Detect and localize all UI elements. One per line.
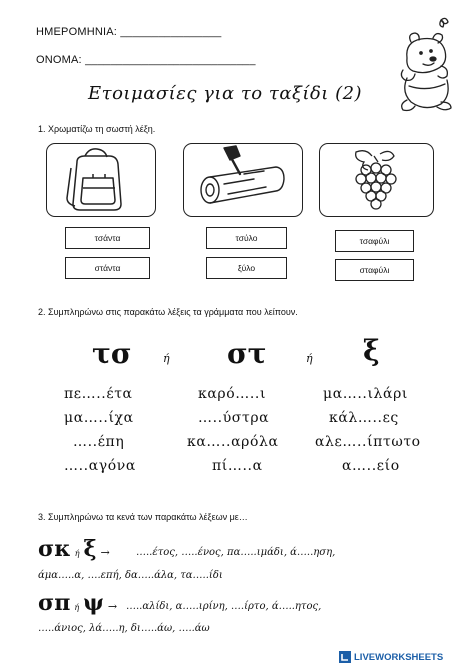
name-line [36,54,256,66]
letters-st: στ [227,337,267,370]
or-word-3: ή [74,549,80,558]
group2-letters [38,590,117,616]
word-row4-col3[interactable]: α…..είο [342,458,400,474]
group1-line2[interactable]: άμα…..α, ….επή, δα…..άλα, τα…..ίδι [38,570,223,581]
or-word-4: ή [74,603,80,612]
backpack-image-box [46,143,156,217]
date-line [36,26,221,38]
word-row2-col2[interactable]: …..ύστρα [198,410,270,426]
name-label: ΟΝΟΜΑ: [36,54,82,66]
arrow-icon-2: → [107,600,118,613]
option-tsafyli[interactable]: τσαφύλι [335,230,414,252]
word-row1-col1[interactable]: πε…..έτα [64,386,133,402]
date-blank[interactable]: ________________ [120,26,222,38]
exercise3-instruction: 3. Συμπληρώνω τα κενά των παρακάτω λέξεων με… [38,512,248,522]
letters-sk: σκ [38,536,71,562]
log-with-axe-icon [184,144,302,216]
grapes-icon [320,144,433,216]
or-word-2: ή [306,352,313,365]
logo-text: LIVEWORKSHEETS [354,651,444,663]
bear-cartoon-icon [393,16,465,112]
date-label: ΗΜΕΡΟΜΗΝΙΑ: [36,26,118,38]
letters-sp: σπ [38,590,71,616]
letter-ks-2: ξ [83,536,97,562]
or-word-1: ή [163,352,170,365]
liveworksheets-logo [339,649,443,665]
word-row4-col1[interactable]: …..αγόνα [64,458,136,474]
name-blank[interactable]: ___________________________ [85,54,256,66]
exercise2-instruction: 2. Συμπληρώνω στις παρακάτω λέξεις τα γράμματα που λείπουν. [38,307,298,317]
word-row3-col1[interactable]: …..έπη [73,434,125,450]
option-xylo[interactable]: ξύλο [206,257,287,279]
letter-ps: ψ [83,590,104,616]
group1-line1[interactable]: …..έτος, …..ένος, πα…..ιμάδι, ά…..ηση, [136,547,336,558]
arrow-icon: → [100,546,110,559]
word-row3-col3[interactable]: αλε…..ίπτωτο [315,434,421,450]
word-row2-col3[interactable]: κάλ…..ες [329,410,399,426]
option-stafyli[interactable]: σταφύλι [335,259,414,281]
group2-line1[interactable]: …..αλίδι, α…..ιρίνη, ….ίρτο, ά…..ητος, [126,601,322,612]
group2-line2[interactable]: …..άνιος, λά…..η, δι…..άω, …..άω [38,623,210,634]
option-tsylo[interactable]: τσύλο [206,227,287,249]
exercise1-instruction: 1. Χρωματίζω τη σωστή λέξη. [38,124,156,134]
page-title: Ετοιμασίες για το ταξίδι (2) [88,83,363,104]
word-row4-col2[interactable]: πί…..α [212,458,263,474]
option-stanta[interactable]: στάντα [65,257,150,279]
group1-letters [38,536,110,562]
grapes-image-box [319,143,434,217]
option-tsanta[interactable]: τσάντα [65,227,150,249]
logo-mark-icon [339,651,351,663]
log-image-box [183,143,303,217]
letters-ts: τσ [92,337,132,370]
word-row1-col2[interactable]: καρό…..ι [198,386,267,402]
word-row3-col2[interactable]: κα…..αρόλα [187,434,279,450]
word-row1-col3[interactable]: μα…..ιλάρι [323,386,408,402]
word-row2-col1[interactable]: μα…..ίχα [64,410,134,426]
backpack-icon [47,144,155,216]
letter-ks: ξ [363,334,380,367]
